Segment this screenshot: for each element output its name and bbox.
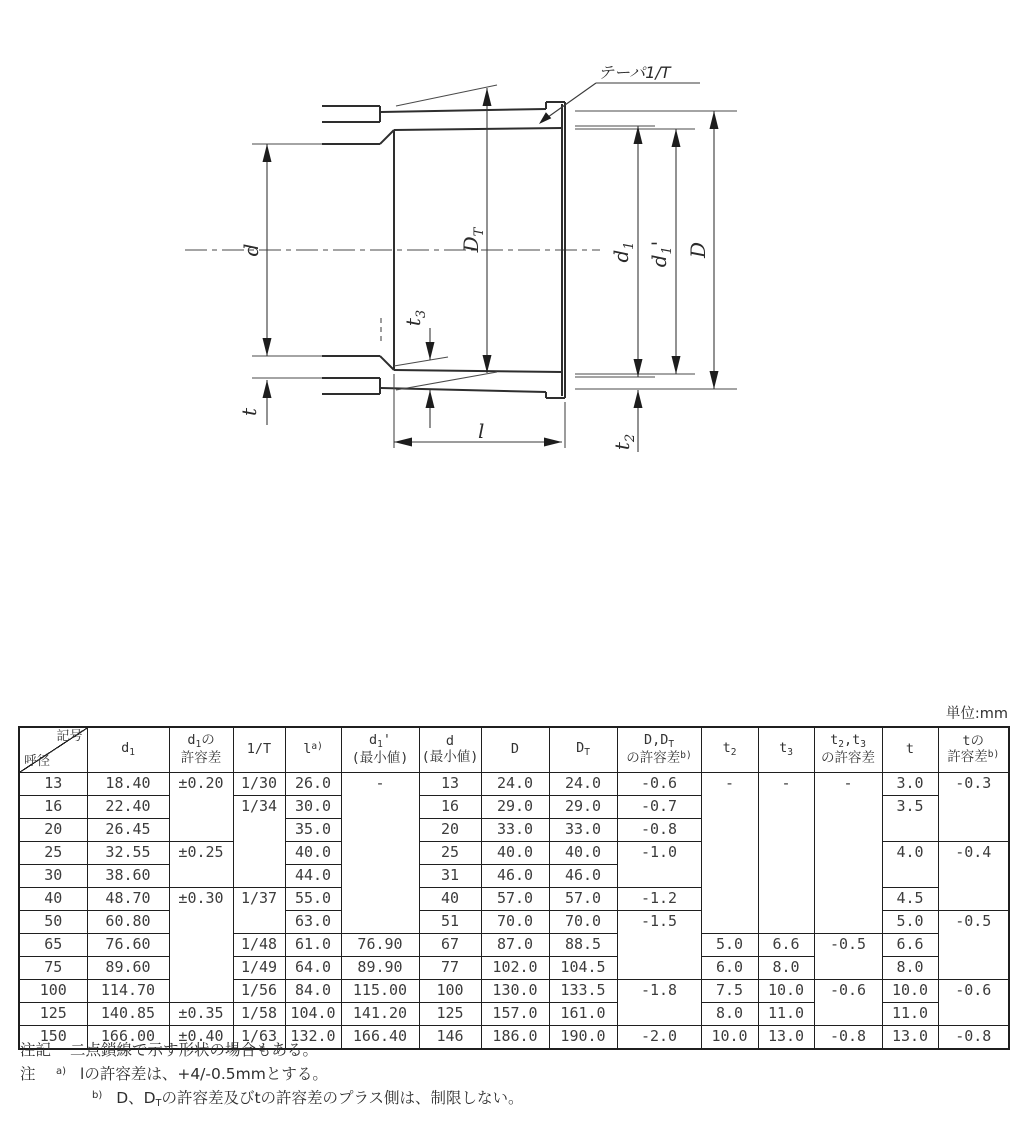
table-cell: 132.0 xyxy=(285,1026,341,1050)
column-header: $d_1$ xyxy=(87,727,169,773)
table-cell: 3.5 xyxy=(882,796,938,842)
table-cell: ±0.40 xyxy=(169,1026,233,1050)
corner-top-label: 記号 xyxy=(56,729,83,744)
column-header: tの 許容差$^{b)}$ xyxy=(938,727,1009,773)
table-cell: 8.0 xyxy=(701,1003,758,1026)
table-cell: 4.0 xyxy=(882,842,938,888)
table-cell: 24.0 xyxy=(481,773,549,796)
table-cell: -0.5 xyxy=(814,934,882,980)
label-D: D xyxy=(686,241,710,259)
column-header: t xyxy=(882,727,938,773)
table-cell: 29.0 xyxy=(549,796,617,819)
note-text: lの許容差は、+4/-0.5mmとする。 xyxy=(80,1065,328,1083)
nominal-diameter-cell: 20 xyxy=(19,819,87,842)
table-cell: 89.60 xyxy=(87,957,169,980)
table-cell: - xyxy=(341,773,419,934)
table-cell: 40 xyxy=(419,888,481,911)
table-cell: 161.0 xyxy=(549,1003,617,1026)
table-cell: 55.0 xyxy=(285,888,341,911)
table-cell: 125 xyxy=(419,1003,481,1026)
table-cell: 114.70 xyxy=(87,980,169,1003)
nominal-diameter-cell: 125 xyxy=(19,1003,87,1026)
header-row xyxy=(19,727,1009,773)
table-cell: 25 xyxy=(419,842,481,865)
table-cell: -0.6 xyxy=(814,980,882,1026)
label-d1: $d_1$ xyxy=(609,241,637,263)
table-cell: 10.0 xyxy=(882,980,938,1003)
table-cell: - xyxy=(758,773,814,934)
table-cell: 11.0 xyxy=(758,1003,814,1026)
extension-lines xyxy=(252,111,737,451)
table-row xyxy=(19,980,1009,1003)
table-cell: 18.40 xyxy=(87,773,169,796)
column-header: $l^{a)}$ xyxy=(285,727,341,773)
column-header: $t_2$ xyxy=(701,727,758,773)
table-cell: -0.8 xyxy=(814,1026,882,1050)
table-cell: 61.0 xyxy=(285,934,341,957)
table-cell: 67 xyxy=(419,934,481,957)
table-cell: - xyxy=(701,773,758,934)
notes xyxy=(20,1038,524,1110)
nominal-diameter-cell: 30 xyxy=(19,865,87,888)
note-line xyxy=(20,1038,524,1058)
note-label: 注 xyxy=(20,1065,36,1083)
table-cell: 4.5 xyxy=(882,888,938,911)
table-cell: 60.80 xyxy=(87,911,169,934)
table-cell: ±0.25 xyxy=(169,842,233,888)
table-row xyxy=(19,773,1009,796)
table-cell: 46.0 xyxy=(549,865,617,888)
table-cell: 141.20 xyxy=(341,1003,419,1026)
note-text: D、$D_T$の許容差及びtの許容差のプラス側は、制限しない。 xyxy=(116,1089,524,1109)
nominal-diameter-cell: 75 xyxy=(19,957,87,980)
table-cell: 33.0 xyxy=(481,819,549,842)
table-cell: 77 xyxy=(419,957,481,980)
column-header: 1/T xyxy=(233,727,285,773)
table-cell: 57.0 xyxy=(481,888,549,911)
table-cell: 1/56 xyxy=(233,980,285,1003)
label-t: t xyxy=(237,407,261,417)
table-cell: 64.0 xyxy=(285,957,341,980)
dimensions-table xyxy=(18,726,1010,1050)
column-header: D xyxy=(481,727,549,773)
nominal-diameter-cell: 16 xyxy=(19,796,87,819)
table-cell: 166.00 xyxy=(87,1026,169,1050)
column-header: $D_T$ xyxy=(549,727,617,773)
table-cell: 48.70 xyxy=(87,888,169,911)
table-cell: 70.0 xyxy=(481,911,549,934)
table-cell: 5.0 xyxy=(701,934,758,957)
table-cell: 102.0 xyxy=(481,957,549,980)
table-cell: 63.0 xyxy=(285,911,341,934)
table-cell: -0.4 xyxy=(938,842,1009,911)
table-cell: -1.2 xyxy=(617,888,701,911)
note-line xyxy=(20,1062,524,1082)
table-cell: ±0.35 xyxy=(169,1003,233,1026)
table-cell: -0.8 xyxy=(617,819,701,842)
nominal-diameter-cell: 100 xyxy=(19,980,87,1003)
column-header: d (最小値) xyxy=(419,727,481,773)
table-cell: 6.6 xyxy=(882,934,938,957)
table-cell: 146 xyxy=(419,1026,481,1050)
table-cell: 104.5 xyxy=(549,957,617,980)
table-cell: -2.0 xyxy=(617,1026,701,1050)
table-cell: 1/30 xyxy=(233,773,285,796)
table-cell: 20 xyxy=(419,819,481,842)
table-cell: 130.0 xyxy=(481,980,549,1003)
table-cell: 10.0 xyxy=(758,980,814,1003)
table-cell: 1/58 xyxy=(233,1003,285,1026)
table-cell: 40.0 xyxy=(481,842,549,865)
table-cell: 40.0 xyxy=(549,842,617,865)
taper-label: テーパ1/T xyxy=(598,63,671,82)
table-cell: -0.5 xyxy=(938,911,1009,980)
table-cell: 6.6 xyxy=(758,934,814,957)
table-cell: 7.5 xyxy=(701,980,758,1003)
unit-label: 単位:mm xyxy=(945,706,1008,722)
table-cell: 35.0 xyxy=(285,819,341,842)
table-cell: 190.0 xyxy=(549,1026,617,1050)
table-cell: 32.55 xyxy=(87,842,169,865)
table-cell: 84.0 xyxy=(285,980,341,1003)
table-cell: 100 xyxy=(419,980,481,1003)
label-D-T: $D_T$ xyxy=(459,227,487,253)
label-d: d xyxy=(239,243,263,257)
label-l: l xyxy=(478,419,485,443)
table-cell: 29.0 xyxy=(481,796,549,819)
table-cell: 1/49 xyxy=(233,957,285,980)
table-cell: 24.0 xyxy=(549,773,617,796)
table-cell: 30.0 xyxy=(285,796,341,819)
table-cell: 13.0 xyxy=(758,1026,814,1050)
table-cell: 10.0 xyxy=(701,1026,758,1050)
corner-header xyxy=(19,727,87,773)
table-cell: 26.45 xyxy=(87,819,169,842)
table-cell: 13.0 xyxy=(882,1026,938,1050)
table-cell: -1.8 xyxy=(617,980,701,1026)
table-cell: 1/63 xyxy=(233,1026,285,1050)
table-cell: ±0.20 xyxy=(169,773,233,842)
table-cell: 186.0 xyxy=(481,1026,549,1050)
table-cell: 22.40 xyxy=(87,796,169,819)
table-cell: 40.0 xyxy=(285,842,341,865)
table-cell: 16 xyxy=(419,796,481,819)
dimension-diagram xyxy=(0,0,1024,520)
table-cell: 5.0 xyxy=(882,911,938,934)
note-line xyxy=(20,1086,524,1109)
table-cell: 88.5 xyxy=(549,934,617,957)
table-cell: 51 xyxy=(419,911,481,934)
table-cell: 70.0 xyxy=(549,911,617,934)
table-cell: 1/48 xyxy=(233,934,285,957)
table-cell: 44.0 xyxy=(285,865,341,888)
note-label: 注記 xyxy=(20,1041,52,1059)
table-cell: 46.0 xyxy=(481,865,549,888)
dimensions-table-wrap xyxy=(18,726,1010,1050)
nominal-diameter-cell: 50 xyxy=(19,911,87,934)
nominal-diameter-cell: 65 xyxy=(19,934,87,957)
column-header: $d_1'$ (最小値) xyxy=(341,727,419,773)
table-cell: 115.00 xyxy=(341,980,419,1003)
table-cell: 3.0 xyxy=(882,773,938,796)
corner-bottom-label: 呼径 xyxy=(24,754,51,770)
label-d1-prime: $d_1'$ xyxy=(647,240,675,268)
nominal-diameter-cell: 13 xyxy=(19,773,87,796)
table-cell: -1.5 xyxy=(617,911,701,980)
table-cell: 33.0 xyxy=(549,819,617,842)
table-cell: 11.0 xyxy=(882,1003,938,1026)
table-cell: 26.0 xyxy=(285,773,341,796)
table-cell: -0.6 xyxy=(938,980,1009,1026)
note-mark: b) xyxy=(92,1090,103,1101)
table-cell: 8.0 xyxy=(882,957,938,980)
table-cell: 157.0 xyxy=(481,1003,549,1026)
table-cell: 31 xyxy=(419,865,481,888)
table-cell: 104.0 xyxy=(285,1003,341,1026)
table-cell: 13 xyxy=(419,773,481,796)
table-cell: 38.60 xyxy=(87,865,169,888)
nominal-diameter-cell: 25 xyxy=(19,842,87,865)
column-header: $t_3$ xyxy=(758,727,814,773)
table-cell: -0.6 xyxy=(617,773,701,796)
column-header: $t_2,t_3$ の許容差 xyxy=(814,727,882,773)
note-mark: a) xyxy=(56,1066,67,1077)
table-cell: 6.0 xyxy=(701,957,758,980)
table-cell: 8.0 xyxy=(758,957,814,980)
table-cell: 57.0 xyxy=(549,888,617,911)
table-cell: 133.5 xyxy=(549,980,617,1003)
table-cell: 89.90 xyxy=(341,957,419,980)
table-cell: 76.60 xyxy=(87,934,169,957)
nominal-diameter-cell: 40 xyxy=(19,888,87,911)
table-cell: ±0.30 xyxy=(169,888,233,1003)
table-cell: 87.0 xyxy=(481,934,549,957)
table-cell: 76.90 xyxy=(341,934,419,957)
table-cell: 1/37 xyxy=(233,888,285,934)
nominal-diameter-cell: 150 xyxy=(19,1026,87,1050)
table-cell: -0.8 xyxy=(938,1026,1009,1050)
label-t2: $t_2$ xyxy=(610,433,638,451)
note-text: 二点鎖線で示す形状の場合もある。 xyxy=(70,1041,319,1059)
table-cell: -1.0 xyxy=(617,842,701,888)
table-cell: 166.40 xyxy=(341,1026,419,1050)
column-header: $d_1$の 許容差 xyxy=(169,727,233,773)
table-cell: -0.3 xyxy=(938,773,1009,842)
table-cell: -0.7 xyxy=(617,796,701,819)
table-row xyxy=(19,934,1009,957)
table-cell: 140.85 xyxy=(87,1003,169,1026)
label-t3: $t_3$ xyxy=(401,309,429,327)
column-header: $D,D_T$ の許容差$^{b)}$ xyxy=(617,727,701,773)
table-cell: - xyxy=(814,773,882,934)
table-cell: 1/34 xyxy=(233,796,285,888)
